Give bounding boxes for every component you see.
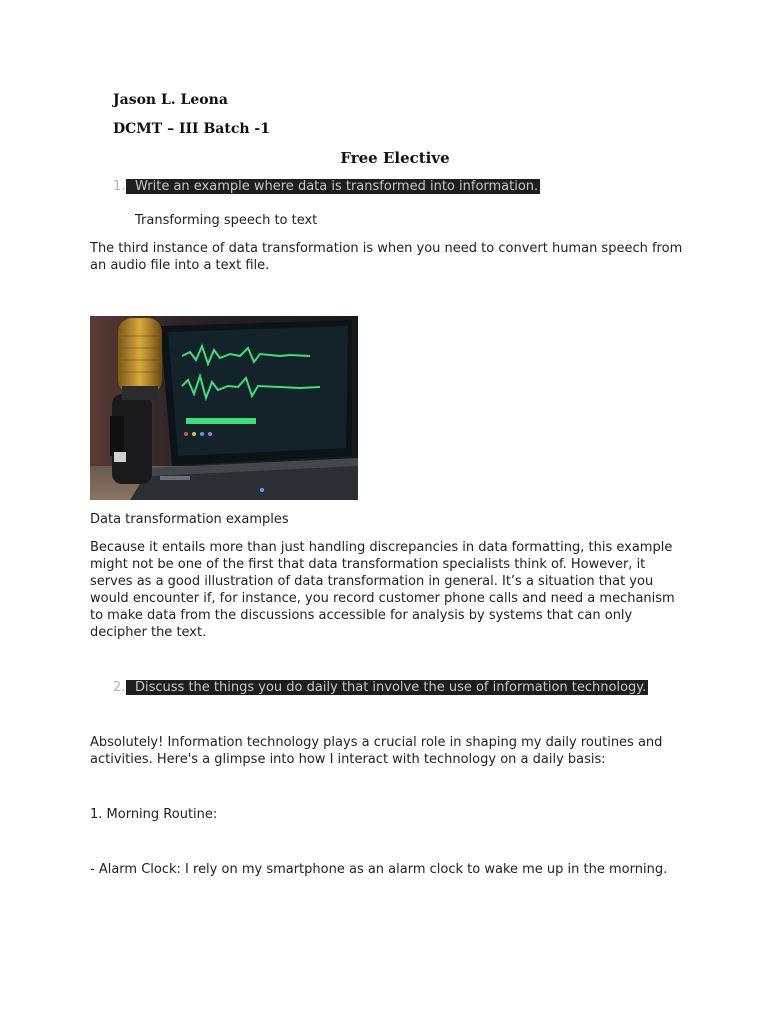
microphone-laptop-photo — [90, 316, 358, 500]
answer-1-intro: The third instance of data transformation is when you need to convert human speech from an audio file into a text file. — [90, 241, 683, 273]
answer-1-subheading: Transforming speech to text — [135, 213, 318, 228]
document-title: Free Elective — [340, 149, 450, 167]
question-2 — [113, 680, 648, 696]
answer-1-body: Because it entails more than just handling discrepancies in data formatting, this example might not be one of the first that data transformation specialists think of. However, it serves as a good illustration of data transformation in general. It’s a situation that you would encounter if, for instance, you record customer phone calls and need a mechanism to make data from the discussions accessible for analysis by systems that can only decipher the text. — [90, 540, 675, 640]
question-1-text: Write an example where data is transformed into information. — [126, 179, 540, 194]
author-name: Jason L. Leona — [113, 92, 228, 108]
image-caption: Data transformation examples — [90, 512, 289, 527]
question-1 — [113, 179, 540, 195]
answer-2-intro: Absolutely! Information technology plays a crucial role in shaping my daily routines and activities. Here's a glimpse into how I interact with technology on a daily basis: — [90, 735, 663, 767]
morning-routine-heading: 1. Morning Routine: — [90, 807, 218, 822]
question-2-number: 2. — [113, 680, 126, 695]
question-1-number: 1. — [113, 179, 126, 194]
question-2-text: Discuss the things you do daily that involve the use of information technology. — [126, 680, 648, 695]
alarm-clock-item: - Alarm Clock: I rely on my smartphone as an alarm clock to wake me up in the morning. — [90, 862, 668, 877]
batch-label: DCMT – III Batch -1 — [113, 121, 270, 137]
